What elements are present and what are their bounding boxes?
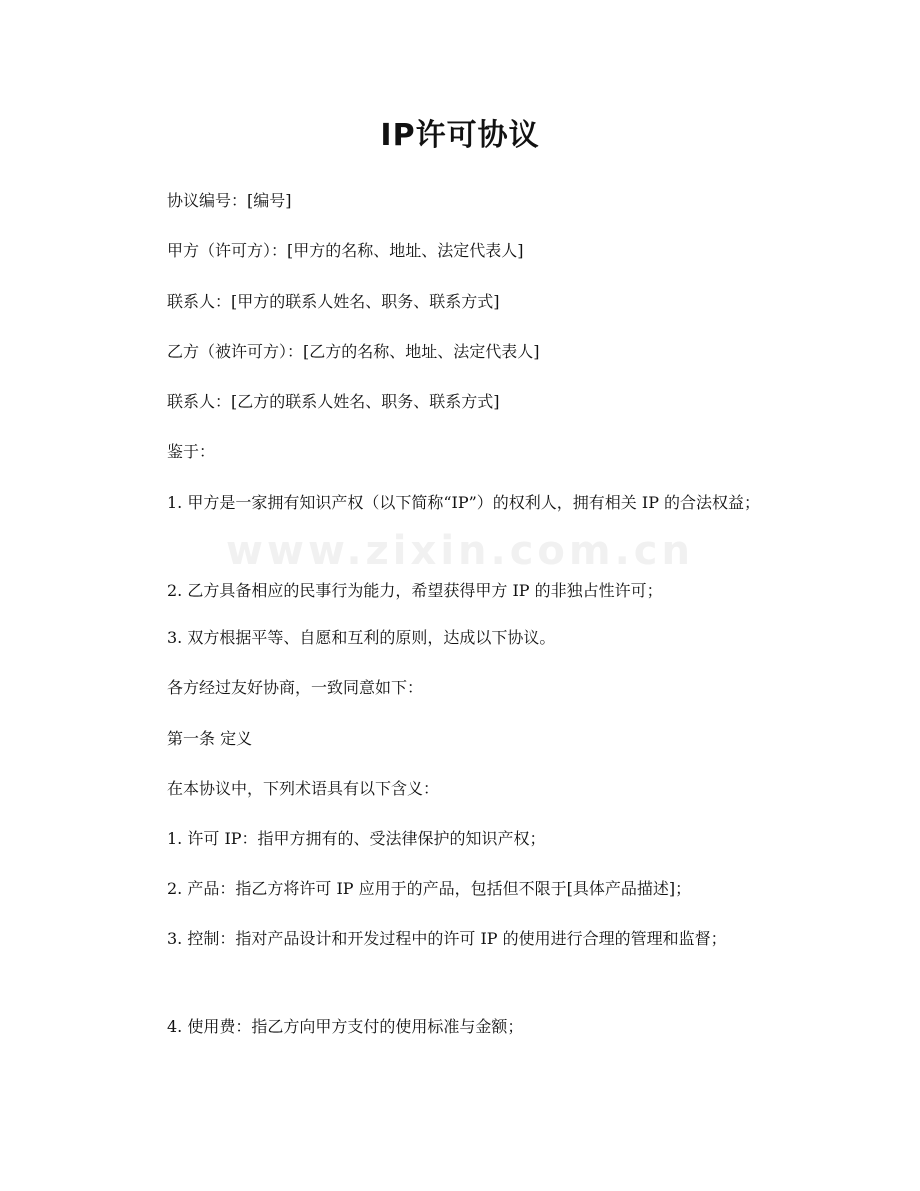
agreement-intro: 各方经过友好协商，一致同意如下： (167, 678, 424, 697)
party-b: 乙方（被许可方）：[乙方的名称、地址、法定代表人] (167, 342, 540, 361)
agreement-number: 协议编号：[编号] (167, 191, 292, 210)
article-1-heading: 第一条 定义 (167, 729, 253, 748)
whereas-item-2: 2. 乙方具备相应的民事行为能力，希望获得甲方 IP 的非独占性许可； (167, 581, 663, 600)
party-b-contact: 联系人：[乙方的联系人姓名、职务、联系方式] (167, 392, 500, 411)
whereas-item-1: 1. 甲方是一家拥有知识产权（以下简称“IP”）的权利人，拥有相关 IP 的合法权益； (167, 493, 761, 512)
whereas-heading: 鉴于： (167, 442, 216, 461)
watermark: www.zixin.com.cn (226, 528, 694, 574)
document-title: IP许可协议 (380, 118, 540, 153)
whereas-item-3: 3. 双方根据平等、自愿和互利的原则，达成以下协议。 (167, 628, 556, 647)
definition-4: 4. 使用费：指乙方向甲方支付的使用标准与金额； (167, 1017, 524, 1036)
definitions-intro: 在本协议中，下列术语具有以下含义： (167, 779, 440, 798)
definition-1: 1. 许可 IP：指甲方拥有的、受法律保护的知识产权； (167, 829, 546, 848)
party-a: 甲方（许可方）：[甲方的名称、地址、法定代表人] (167, 241, 524, 260)
definition-2: 2. 产品：指乙方将许可 IP 应用于的产品，包括但不限于[具体产品描述]； (167, 879, 692, 898)
party-a-contact: 联系人：[甲方的联系人姓名、职务、联系方式] (167, 292, 500, 311)
definition-3: 3. 控制：指对产品设计和开发过程中的许可 IP 的使用进行合理的管理和监督； (167, 929, 727, 948)
